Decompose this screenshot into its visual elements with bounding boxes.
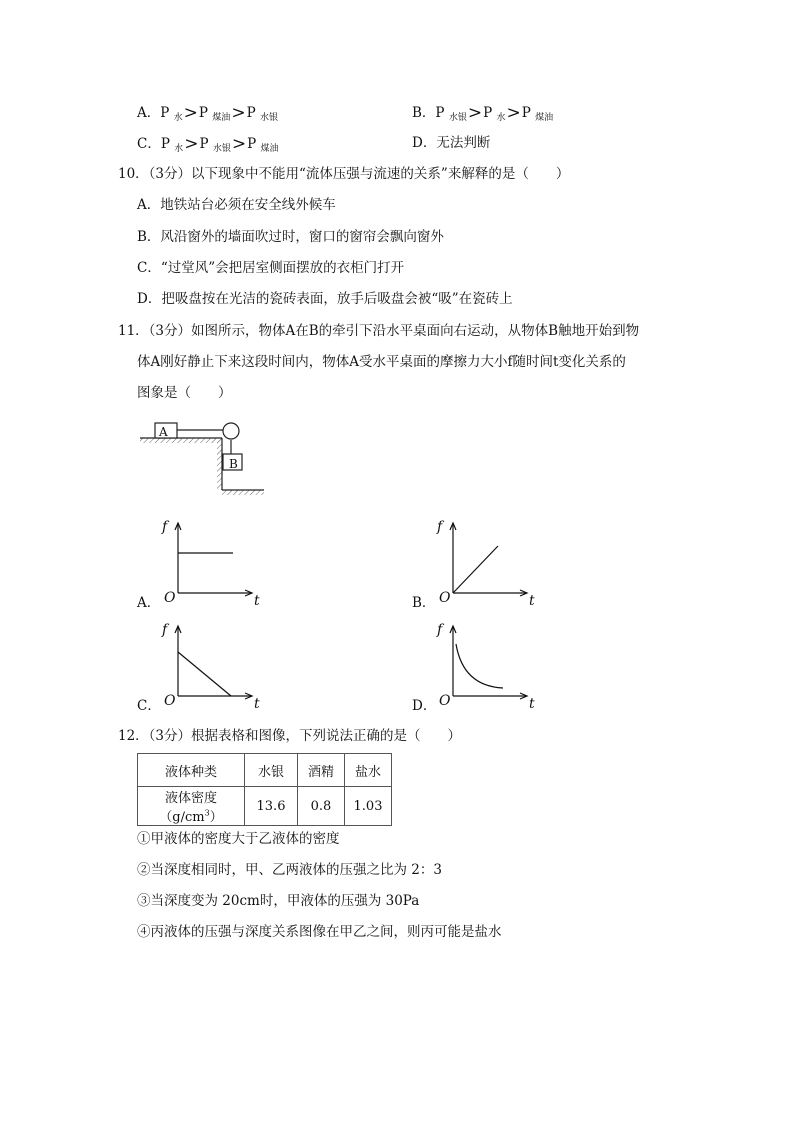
subscript: 煤油 [260, 144, 279, 154]
axis-label-t: t [254, 593, 260, 609]
pressure-symbol: P [247, 136, 257, 152]
q10-option-c[interactable]: C．“过堂风”会把居室侧面摆放的衣柜门打开 [137, 260, 405, 276]
table-row [138, 754, 392, 787]
pressure-symbol: P [483, 105, 493, 121]
pressure-symbol: P [435, 105, 445, 121]
graph-c-letter[interactable]: C． [137, 698, 161, 714]
option-letter: A． [137, 105, 161, 121]
q10-stem: 10．（3分）以下现象中不能用“流体压强与流速的关系”来解释的是（ ） [118, 166, 570, 182]
greater-than: > [184, 134, 199, 154]
table-header-cell: 盐水 [345, 754, 392, 787]
graph-a-letter[interactable]: A． [137, 595, 161, 611]
greater-than: > [231, 103, 246, 123]
subscript: 水银 [259, 113, 278, 123]
axis-label-f: f [437, 622, 443, 638]
table-row-label: 液体密度$(g/cm^3)$ [138, 787, 245, 826]
axis-label-f: f [437, 519, 443, 535]
table-header-cell: 水银 [245, 754, 298, 787]
q9-option-d[interactable]: D．无法判断 [412, 135, 491, 151]
option-letter: C． [137, 136, 161, 152]
pressure-symbol: P [160, 105, 170, 121]
axis-label-t: t [529, 593, 535, 609]
subscript: 煤油 [212, 113, 231, 123]
table-header-cell: 液体种类 [138, 754, 245, 787]
subscript: 煤油 [535, 113, 554, 123]
table-cell: 1.03 [345, 787, 392, 826]
table-cell: 0.8 [298, 787, 345, 826]
origin-label: O [439, 693, 451, 709]
axis-label-f: f [162, 519, 168, 535]
density-table [137, 753, 392, 826]
greater-than: > [506, 103, 521, 123]
f-t-curve [453, 546, 498, 593]
table-row [138, 787, 392, 826]
q10-option-b[interactable]: B．风沿窗外的墙面吹过时，窗口的窗帘会飘向窗外 [137, 229, 444, 245]
block-b-label: B [229, 457, 238, 471]
q11-stem-line-3: 图象是（ ） [137, 385, 232, 401]
table-cell: 13.6 [245, 787, 298, 826]
greater-than: > [467, 103, 483, 123]
subscript: 水银 [212, 144, 231, 154]
subscript: 水 [496, 113, 506, 123]
greater-than: > [231, 134, 247, 154]
q11-stem-line-2: 体A刚好静止下来这段时间内，物体A受水平桌面的摩擦力大小f随时间t变化关系的 [137, 354, 626, 370]
q12-statement-3: ③当深度变为 20cm时，甲液体的压强为 30Pa [137, 893, 420, 909]
q10-option-d[interactable]: D．把吸盘按在光洁的瓷砖表面，放手后吸盘会被“吸”在瓷砖上 [137, 291, 513, 307]
origin-label: O [164, 590, 176, 606]
origin-label: O [164, 693, 176, 709]
q12-statement-4: ④丙液体的压强与深度关系图像在甲乙之间，则丙可能是盐水 [137, 924, 502, 940]
axis-label-f: f [162, 622, 168, 638]
subscript: 水 [174, 144, 184, 154]
q10-option-a[interactable]: A．地铁站台必须在安全线外候车 [137, 197, 336, 213]
q11-stem-line-1: 11．（3分）如图所示，物体A在B的牵引下沿水平桌面向右运动，从物体B触地开始到物 [118, 323, 640, 339]
table-header-cell: 酒精 [298, 754, 345, 787]
pressure-symbol: P [198, 105, 208, 121]
subscript: 水 [173, 113, 183, 123]
q12-statement-1: ①甲液体的密度大于乙液体的密度 [137, 831, 340, 847]
graph-d-letter[interactable]: D． [412, 698, 437, 714]
graph-b-letter[interactable]: B． [412, 595, 436, 611]
axis-label-t: t [254, 696, 260, 712]
option-letter: B． [412, 105, 436, 121]
pressure-symbol: P [160, 136, 170, 152]
pressure-symbol: P [246, 105, 256, 121]
greater-than: > [183, 103, 198, 123]
subscript: 水银 [448, 113, 467, 123]
pressure-symbol: P [521, 105, 531, 121]
block-a-label: A [159, 425, 168, 439]
axis-label-t: t [529, 696, 535, 712]
q12-stem: 12．（3分）根据表格和图像，下列说法正确的是（ ） [118, 728, 462, 744]
f-t-curve [456, 644, 503, 688]
pressure-symbol: P [199, 136, 209, 152]
q12-statement-2: ②当深度相同时，甲、乙两液体的压强之比为 2：3 [137, 862, 442, 878]
f-t-curve [178, 652, 231, 696]
origin-label: O [439, 590, 451, 606]
